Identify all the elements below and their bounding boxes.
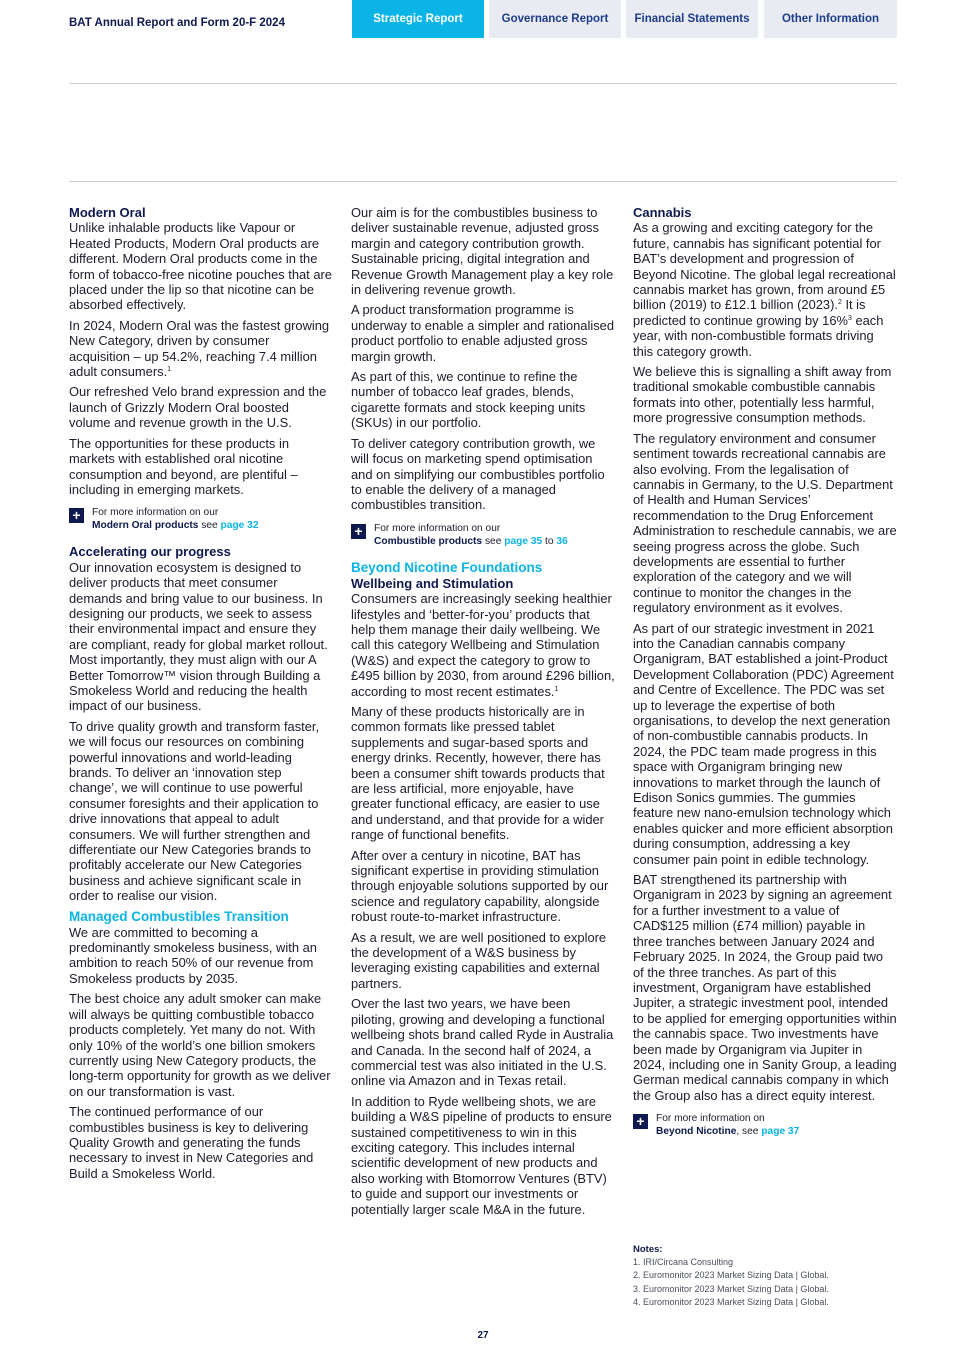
managed-combustibles-heading: Managed Combustibles Transition [69,908,289,924]
paragraph: We are committed to becoming a predominantly smokeless business, with an ambition to reach 50% of our revenue from Smokeless products by 2035. [69,924,317,986]
paragraph: Our innovation ecosystem is designed to deliver products that meet consumer demands and bring value to our business. In designing our products, we seek to assess their environmental impact and ensure they are compliant, ready for global market rollout. Most importantly, they must align with our A Better Tomorrow™ vision through Building a Smokeless World and reducing the health impact of our business. [69,559,328,714]
tab-financial-statements[interactable]: Financial Statements [626,0,758,38]
more-info-text: For more information on our [374,522,501,534]
content-divider [69,181,897,182]
footnote-ref: 3 [847,314,852,322]
footnote-ref: 2 [837,299,842,307]
page-link-36[interactable]: 36 [556,535,568,547]
paragraph: Over the last two years, we have been piloting, growing and developing a functional wellbeing shots brand called Ryde in Australia and Canada. In the second half of 2024, a commercial test was also initiated in the U.S. online via Amazon and in Texas retail. [351,996,614,1089]
wellbeing-heading: Wellbeing and Stimulation [351,575,514,591]
paragraph: To drive quality growth and transform faster, we will focus our resources on combining powerful innovations and world-leading brands. To deliver an ‘innovation step change’, we will continue to use powerful consumer foresights and their application to drive innovations that appeal to adult consumers. We will further strengthen and differentiate our New Categories brands to profitably accelerate our New Categories business and achieve significant scale in order to realise our vision. [69,718,320,904]
paragraph: To deliver category contribution growth, we will focus on marketing spend optimisation and on simplifying our combustibles portfolio to enable the delivery of a managed combustibles transition. [351,435,605,513]
footnote-ref: 1 [554,685,559,693]
footnote-item: 2. Euromonitor 2023 Market Sizing Data | Global. [633,1270,829,1281]
footnote-item: 1. IRI/Circana Consulting [633,1257,734,1268]
more-info-bold: Combustible products [374,535,483,547]
notes-title: Notes: [633,1244,663,1255]
column-right [633,205,897,1150]
accelerating-heading: Accelerating our progress [69,544,231,560]
paragraph: As a growing and exciting category for the future, cannabis has significant potential for BAT’s development and progression of Beyond Nicotine. The global legal recreational cannabis market has grown, from around £5 billion (2019) to £12.1 billion (2023).$^2$ It is predicted to continue growing by 16%$^3$ each year, with non-combustible formats driving this category growth. [633,220,896,359]
plus-icon: + [69,508,84,523]
paragraph: Our refreshed Velo brand expression and the launch of Grizzly Modern Oral boosted volume and revenue growth in the U.S. [69,384,327,431]
plus-icon: + [351,524,366,539]
paragraph: Unlike inhalable products like Vapour or Heated Products, Modern Oral products are different. Modern Oral products come in the form of tobacco-free nicotine pouches that are placed under the lip so that nicotine can be absorbed effectively. [69,220,332,313]
paragraph: As a result, we are well positioned to explore the development of a W&S business by leveraging existing capabilities and external partners. [351,929,607,991]
tab-strategic-report[interactable]: Strategic Report [352,0,484,38]
footnote-item: 3. Euromonitor 2023 Market Sizing Data | Global. [633,1283,829,1294]
page-link-37[interactable]: page 37 [761,1126,800,1138]
paragraph: Consumers are increasingly seeking healthier lifestyles and ‘better-for-you’ products that help them manage their daily wellbeing. We call this category Wellbeing and Stimulation (W&S) and expect the category to grow to £495 billion by 2030, from around £296 billion, according to most recent estimates.$^1$ [351,591,615,699]
footnotes [633,1243,829,1309]
plus-icon: + [633,1114,648,1129]
paragraph: As part of this, we continue to refine the number of tobacco leaf grades, blends, cigarette formats and stock keeping units (SKUs) in our portfolio. [351,369,586,431]
paragraph: The regulatory environment and consumer sentiment towards recreational cannabis are also evolving. From the legalisation of cannabis in Germany, to the U.S. Department of Health and Human Services’ recommendation to the Drug Enforcement Administration to reschedule cannabis, we are seeing progress across the globe. Such developments are essential to further exploration of the category and we will continue to monitor the changes in the regulatory environment as it evolves. [633,430,897,616]
column-middle [351,205,615,1222]
paragraph: A product transformation programme is underway to enable a simpler and rationalised product portfolio to enable adjusted gross margin growth. [351,302,614,364]
paragraph: The continued performance of our combustibles business is key to delivering Quality Growth and generating the funds necessary to invest in New Categories and Build a Smokeless World. [69,1104,314,1181]
footnote-ref: 1 [167,366,172,374]
more-info-text: For more information on our [92,507,219,519]
more-info-beyond-nicotine: + For more information on Beyond Nicotine, see page 37 [633,1112,897,1138]
more-info-bold: Modern Oral products [92,520,199,532]
tab-governance-report[interactable]: Governance Report [489,0,621,38]
page-number: 27 [477,1330,489,1341]
paragraph: In 2024, Modern Oral was the fastest growing New Category, driven by consumer acquisition – up 54.2%, reaching 7.4 million adult consumers.$^1$ [69,317,330,380]
tab-other-information[interactable]: Other Information [764,0,897,38]
more-info-text: For more information on [656,1113,765,1125]
more-info-bold: Beyond Nicotine [656,1126,737,1138]
paragraph: Our aim is for the combustibles business to deliver sustainable revenue, adjusted gross margin and category contribution growth. Sustainable pricing, digital integration and Revenue Growth Management play a key role in delivering revenue growth. [351,205,614,298]
paragraph: We believe this is signalling a shift away from traditional smokable combustible cannabis formats into other, potentially less harmful, more progressive consumption methods. [633,364,892,426]
header-divider [69,83,897,84]
paragraph: In addition to Ryde wellbeing shots, we are building a W&S pipeline of products to ensure sustained competitiveness to win in this exciting category. This includes internal scientific development of new products and also working with Btomorrow Ventures (BTV) to guide and support our investments or potentially larger scale M&A in the future. [351,1093,612,1217]
more-info-modern-oral: + For more information on our Modern Oral products see page 32 [69,506,333,532]
beyond-nicotine-heading: Beyond Nicotine Foundations [351,559,543,575]
modern-oral-heading: Modern Oral [69,205,146,220]
paragraph: After over a century in nicotine, BAT has significant expertise in providing stimulation through enjoyable solutions supported by our science and regulatory capability, alongside robust route-to-market infrastructure. [351,847,609,925]
paragraph: As part of our strategic investment in 2021 into the Canadian cannabis company Organigram, BAT established a joint-Product Development Collaboration (PDC) Agreement and Centre of Excellence. The PDC was set up to leverage the expertise of both organisations, to develop the next generation of non-combustible cannabis products. In 2024, the PDC team made progress in this space with Organigram bringing new innovations to market through the launch of Edison Sonics gummies. The gummies feature new nano-emulsion technology which enables quicker and more efficient absorption during consumption, addressing a key consumer pain point in edible technology. [633,620,894,867]
paragraph: The best choice any adult smoker can make will always be quitting combustible tobacco products completely. Yet many do not. With only 10% of the world’s one billion smokers currently using New Category products, the long-term opportunity for growth as we deliver on our transformation is vast. [69,991,331,1099]
footnote-item: 4. Euromonitor 2023 Market Sizing Data | Global. [633,1296,829,1307]
cannabis-heading: Cannabis [633,205,692,220]
paragraph: Many of these products historically are in common formats like pressed tablet supplements and sugar-based sports and energy drinks. Recently, however, there has been a consumer shift towards products that are less artificial, more enjoyable, have greater functional efficacy, are easier to use and understand, and that provide for a wider range of functional benefits. [351,703,605,843]
report-title: BAT Annual Report and Form 20-F 2024 [69,17,285,29]
page-link-35[interactable]: page 35 [504,535,543,547]
paragraph: The opportunities for these products in markets with established oral nicotine consumption and beyond, are plentiful – including in emerging markets. [69,435,298,497]
page-link-32[interactable]: page 32 [220,520,259,532]
more-info-combustibles: + For more information on our Combustible products see page 35 to 36 [351,522,615,548]
column-left [69,205,333,1186]
paragraph: BAT strengthened its partnership with Organigram in 2023 by signing an agreement for a further investment to a value of CAD$125 million (£74 million) payable in three tranches between January 2024 and February 2025. In 2024, the Group paid two of the three tranches. As part of this investment, Organigram have established Jupiter, a strategic investment pool, intended to be applied for emerging opportunities within the cannabis space. Two investments have been made by Organigram via Jupiter in 2024, including one in Sanity Group, a leading German medical cannabis company in which the Group also has a direct equity interest. [633,872,897,1103]
